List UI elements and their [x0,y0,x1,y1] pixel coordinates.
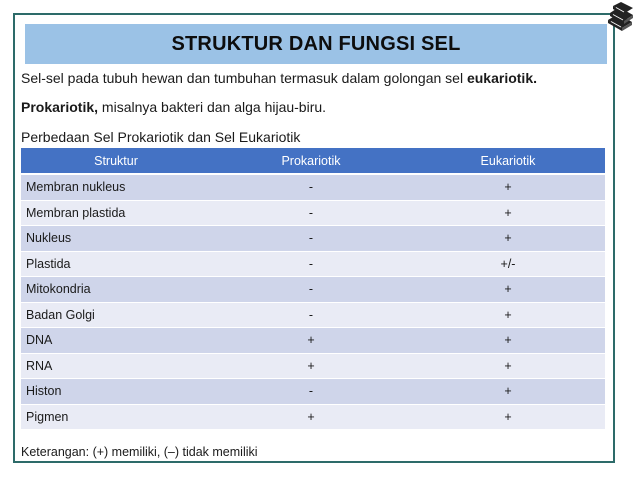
cell-struktur: Nukleus [21,226,211,252]
cell-struktur: Badan Golgi [21,302,211,328]
cell-eukariotik: +/- [411,251,605,277]
intro-text: Sel-sel pada tubuh hewan dan tumbuhan termasuk dalam golongan sel [21,70,467,86]
table-row [21,200,605,226]
cell-eukariotik: + [411,226,605,252]
table-row [21,226,605,252]
cell-prokariotik: - [211,174,411,200]
cell-struktur: Mitokondria [21,277,211,303]
cell-struktur: Plastida [21,251,211,277]
cell-struktur: Membran plastida [21,200,211,226]
table-row [21,174,605,200]
cell-prokariotik: - [211,200,411,226]
cell-prokariotik: - [211,251,411,277]
prokaryote-text: misalnya bakteri dan alga hijau-biru. [98,99,327,115]
header-prokariotik: Prokariotik [211,148,411,174]
cell-struktur: Pigmen [21,404,211,429]
cell-eukariotik: + [411,302,605,328]
intro-bold-text: eukariotik. [466,70,537,86]
cell-struktur: RNA [21,353,211,379]
intro-paragraph [21,69,537,87]
cell-struktur: DNA [21,328,211,354]
cell-eukariotik: + [411,174,605,200]
table-header-row [21,148,605,174]
cell-prokariotik: - [211,226,411,252]
cell-eukariotik: + [411,379,605,405]
header-eukariotik: Eukariotik [411,148,605,174]
table-row [21,379,605,405]
cell-prokariotik: - [211,277,411,303]
footnote: Keterangan: (+) memiliki, (–) tidak memiliki [21,445,258,459]
cell-eukariotik: + [411,200,605,226]
cell-prokariotik: - [211,302,411,328]
table-row [21,251,605,277]
title-bar [25,24,607,64]
cell-struktur: Histon [21,379,211,405]
stacked-books-icon [604,2,634,32]
table-row [21,404,605,429]
page-title: STRUKTUR DAN FUNGSI SEL [171,32,461,55]
cell-eukariotik: + [411,277,605,303]
cell-struktur: Membran nukleus [21,174,211,200]
table-row [21,302,605,328]
table-row [21,277,605,303]
cell-eukariotik: + [411,353,605,379]
prokaryote-bold-text: Prokariotik, [21,99,99,115]
prokaryote-paragraph [21,98,326,116]
header-struktur: Struktur [21,148,211,174]
cell-prokariotik: + [211,328,411,354]
cell-prokariotik: + [211,353,411,379]
cell-eukariotik: + [411,328,605,354]
table-caption: Perbedaan Sel Prokariotik dan Sel Eukariotik [21,129,301,145]
table-row [21,328,605,354]
table-row [21,353,605,379]
cell-prokariotik: - [211,379,411,405]
comparison-table [21,148,605,429]
cell-prokariotik: + [211,404,411,429]
cell-eukariotik: + [411,404,605,429]
